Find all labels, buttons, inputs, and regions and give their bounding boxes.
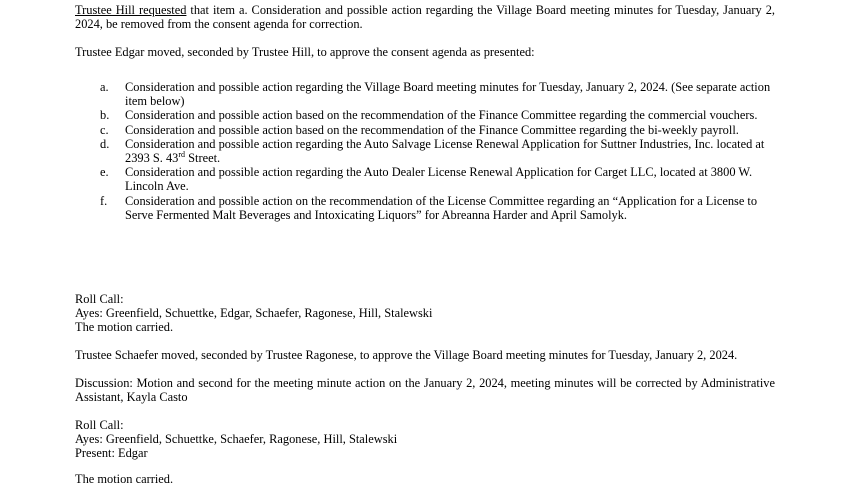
hill-request-paragraph <box>75 3 775 31</box>
list-marker: a. <box>100 80 109 94</box>
list-item-text: Consideration and possible action regarding the Auto Dealer License Renewal Application for Carget LLC, located at 3800 W. Lincoln Ave. <box>125 165 753 194</box>
list-item-text: Consideration and possible action based on the recommendation of the Finance Committee regarding the commercial vouchers. <box>125 108 758 123</box>
roll-call-label-2: Roll Call: <box>75 418 124 432</box>
list-marker: c. <box>100 122 109 137</box>
cut-off-line <box>75 472 195 486</box>
list-item <box>75 108 785 122</box>
underlined-phrase: Trustee Hill requested <box>75 3 187 17</box>
list-item-text: Consideration and possible action based on the recommendation of the Finance Committee regarding the bi-weekly payroll. <box>125 122 739 137</box>
list-item-text: Consideration and possible action regarding the Auto Salvage License Renewal Application for Suttner Industries, Inc. located at 2393 S. 43 <box>125 136 765 166</box>
list-marker: e. <box>100 165 109 180</box>
list-item <box>75 80 785 108</box>
minutes-motion-paragraph: Trustee Schaefer moved, seconded by Trustee Ragonese, to approve the Village Board meeting minutes for Tuesday, January 2, 2024. <box>75 348 738 362</box>
list-item-text: Consideration and possible action on the recommendation of the License Committee regarding an “Application for a License to Serve Fermented Malt Beverages and Intoxicating Liquors” for Abreanna Harder and April Samolyk. <box>125 193 758 222</box>
list-item-text: Consideration and possible action regarding the Village Board meeting minutes for Tuesday, January 2, 2024. (See separate action item below) <box>125 80 771 109</box>
list-marker: f. <box>100 193 108 208</box>
roll-call-ayes-2: Ayes: Greenfield, Schuettke, Schaefer, Ragonese, Hill, Stalewski <box>75 432 398 446</box>
roll-call-result: The motion carried. <box>75 320 174 334</box>
list-item <box>75 137 785 165</box>
list-item <box>75 165 785 193</box>
roll-call-present: Present: Edgar <box>75 446 148 460</box>
consent-agenda-motion: Trustee Edgar moved, seconded by Trustee Hill, to approve the consent agenda as presented: <box>75 45 535 59</box>
list-marker: d. <box>100 136 110 151</box>
list-item-text-end: Street. <box>185 151 221 166</box>
consent-agenda-list <box>75 80 785 222</box>
roll-call-label: Roll Call: <box>75 292 124 306</box>
list-item <box>75 194 785 222</box>
ordinal-suffix: rd <box>178 149 186 159</box>
list-item <box>75 123 785 137</box>
discussion-paragraph: Discussion: Motion and second for the meeting minute action on the January 2, 2024, meeting minutes will be corrected by Administrative Assistant, Kayla Casto <box>75 376 775 405</box>
roll-call-result-2: The motion carried. <box>75 472 174 486</box>
list-marker: b. <box>100 108 110 123</box>
roll-call-ayes: Ayes: Greenfield, Schuettke, Edgar, Schaefer, Ragonese, Hill, Stalewski <box>75 306 433 320</box>
request-text: that item a. Consideration and possible action regarding the Village Board meeting minutes for Tuesday, January 2, 2024, be removed from the consent agenda for correction. <box>75 3 775 32</box>
